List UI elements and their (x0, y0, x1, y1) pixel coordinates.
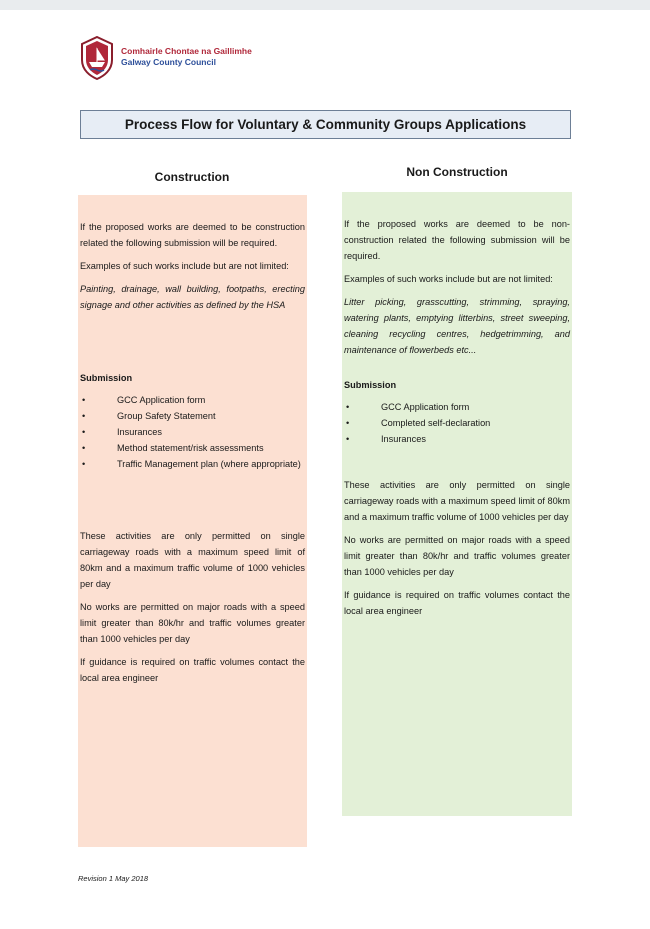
list-item: • GCC Application form (80, 392, 305, 408)
list-item: • Method statement/risk assessments (80, 440, 305, 456)
construction-submission-heading: Submission (80, 373, 133, 383)
council-crest-icon (80, 36, 114, 80)
non-construction-examples: Litter picking, grasscutting, strimming, spraying, watering plants, emptying litterbins, street sweeping, cleaning recycling centres, hedgetrimming, and maintenance of flowerbeds etc... (344, 297, 570, 355)
construction-heading: Construction (154, 170, 230, 184)
non-construction-submission-list (344, 399, 570, 447)
construction-note-major-roads: No works are permitted on major roads with a speed limit greater than 80k/hr and traffic volumes greater than 1000 vehicles per day (80, 602, 305, 644)
non-construction-examples-intro: Examples of such works include but are not limited: (344, 274, 553, 284)
list-item: • Completed self-declaration (344, 415, 570, 431)
list-item: • Insurances (80, 424, 305, 440)
council-name-english: Galway County Council (121, 57, 216, 67)
non-construction-note-road-limits: These activities are only permitted on single carriageway roads with a maximum speed limit of 80km and a maximum traffic volume of 1000 vehicles per day (344, 480, 570, 522)
construction-submission-list (80, 392, 305, 472)
non-construction-note-major-roads: No works are permitted on major roads with a speed limit greater than 80k/hr and traffic volumes greater than 1000 vehicles per day (344, 535, 570, 577)
viewer-top-bar (0, 0, 650, 10)
list-item: • Insurances (344, 431, 570, 447)
construction-intro: If the proposed works are deemed to be construction related the following submission will be required. (80, 222, 305, 248)
page-title: Process Flow for Voluntary & Community Groups Applications (80, 110, 571, 139)
list-item: • Traffic Management plan (where appropriate) (80, 456, 305, 472)
council-name-irish: Comhairle Chontae na Gaillimhe (121, 46, 252, 56)
list-item: • Group Safety Statement (80, 408, 305, 424)
construction-note-guidance: If guidance is required on traffic volumes contact the local area engineer (80, 657, 305, 683)
construction-panel (78, 195, 307, 847)
non-construction-note-guidance: If guidance is required on traffic volumes contact the local area engineer (344, 590, 570, 616)
revision-footer: Revision 1 May 2018 (78, 874, 149, 883)
non-construction-intro: If the proposed works are deemed to be non-construction related the following submission will be required. (344, 219, 570, 261)
list-item: • GCC Application form (344, 399, 570, 415)
non-construction-heading: Non Construction (406, 165, 508, 179)
non-construction-submission-heading: Submission (344, 380, 397, 390)
construction-examples-intro: Examples of such works include but are not limited: (80, 261, 289, 271)
council-name (121, 46, 252, 68)
non-construction-panel (342, 192, 572, 816)
construction-examples: Painting, drainage, wall building, footpaths, erecting signage and other activities as defined by the HSA (80, 284, 305, 310)
construction-note-road-limits: These activities are only permitted on single carriageway roads with a maximum speed limit of 80km and a maximum traffic volume of 1000 vehicles per day (80, 531, 305, 589)
